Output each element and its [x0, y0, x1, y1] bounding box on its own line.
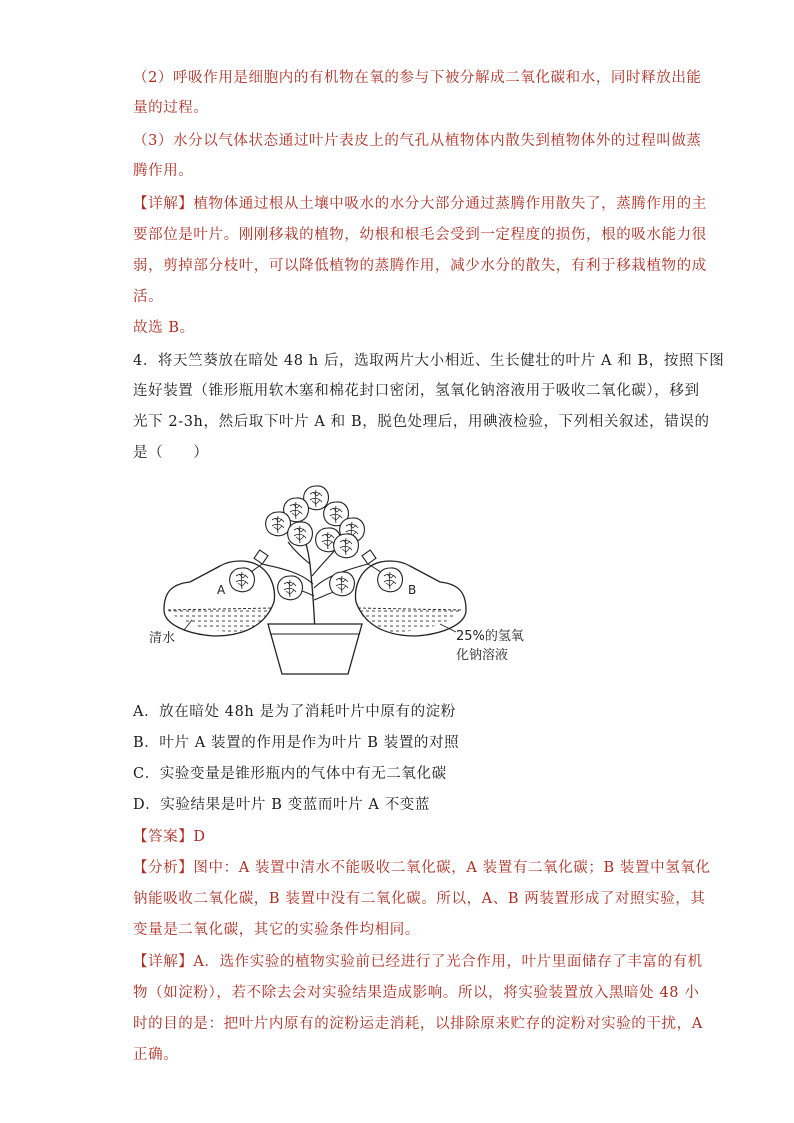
option-a: A．放在暗处 48h 是为了消耗叶片中原有的淀粉	[133, 704, 456, 720]
detail-1-tag: 【详解】	[133, 196, 194, 212]
option-d: D．实验结果是叶片 B 变蓝而叶片 A 不变蓝	[133, 797, 430, 813]
answer-tag: 【答案】	[133, 829, 194, 845]
answer-line	[133, 827, 673, 847]
label-naoh-1: 25%的氢氧	[456, 629, 524, 644]
label-a: A	[217, 583, 226, 597]
question-4-line-4: 是（ ）	[133, 445, 209, 461]
question-4-line-1: 4．将天竺葵放在暗处 48 h 后，选取两片大小相近、生长健壮的叶片 A 和 B，按照下图	[133, 353, 725, 369]
analysis-tag: 【分析】	[133, 860, 194, 876]
label-b: B	[408, 583, 417, 597]
choice-statement: 故选 B。	[133, 320, 195, 336]
analysis-line-2: 钠能吸收二氧化碳，B 装置中没有二氧化碳。所以，A、B 两装置形成了对照实验，其	[133, 891, 706, 907]
leaf-b	[378, 568, 403, 592]
detail-2-text-1: A．选作实验的植物实验前已经进行了光合作用，叶片里面储存了丰富的有机	[193, 954, 703, 970]
detail-2-line-2: 物（如淀粉），若不除去会对实验结果造成影响。所以，将实验装置放入黑暗处 48 小	[133, 985, 700, 1001]
question-4-line-3: 光下 2-3h，然后取下叶片 A 和 B，脱色处理后，用碘液检验，下列相关叙述，错误的	[133, 414, 710, 430]
detail-1-line-1	[133, 194, 707, 214]
flower-pot	[268, 624, 362, 674]
flask-b-stopper	[362, 550, 376, 564]
analysis-line-1	[133, 858, 711, 878]
detail-2-line-4: 正确。	[133, 1047, 179, 1063]
analysis-text-1: 图中：A 装置中清水不能吸收二氧化碳，A 装置有二氧化碳；B 装置中氢氧化	[193, 860, 711, 876]
flask-a-stopper	[254, 550, 268, 564]
analysis-line-3: 变量是二氧化碳，其它的实验条件均相同。	[133, 922, 420, 938]
question-4-line-2: 连好装置（锥形瓶用软木塞和棉花封口密闭，氢氧化钠溶液用于吸收二氧化碳），移到	[133, 383, 700, 399]
answer-value: D	[193, 829, 206, 845]
detail-2-line-3: 时的目的是：把叶片内原有的淀粉运走消耗，以排除原来贮存的淀粉对实验的干扰，A	[133, 1016, 703, 1032]
point-2-line-2: 量的过程。	[133, 100, 209, 116]
point-3-line-1: （3）水分以气体状态通过叶片表皮上的气孔从植物体内散失到植物体外的过程叫做蒸	[133, 133, 702, 149]
label-water: 清水	[149, 631, 176, 646]
label-naoh-2: 化钠溶液	[456, 648, 509, 663]
experiment-figure	[149, 484, 524, 682]
leaf-a	[230, 568, 255, 592]
option-b: B．叶片 A 装置的作用是作为叶片 B 装置的对照	[133, 735, 460, 751]
detail-1-line-3: 弱，剪掉部分枝叶，可以降低植物的蒸腾作用，减少水分的散失，有利于移栽植物的成	[133, 258, 707, 274]
detail-1-line-4: 活。	[133, 289, 164, 305]
detail-2-line-1	[133, 952, 703, 972]
option-c: C．实验变量是锥形瓶内的气体中有无二氧化碳	[133, 766, 447, 782]
point-2-line-1: （2）呼吸作用是细胞内的有机物在氧的参与下被分解成二氧化碳和水，同时释放出能	[133, 70, 702, 86]
point-3-line-2: 腾作用。	[133, 163, 194, 179]
detail-1-text-1: 植物体通过根从土壤中吸水的水分大部分通过蒸腾作用散失了，蒸腾作用的主	[193, 196, 707, 212]
detail-2-tag: 【详解】	[133, 954, 194, 970]
detail-1-line-2: 要部位是叶片。刚刚移栽的植物，幼根和根毛会受到一定程度的损伤，根的吸水能力很	[133, 227, 707, 243]
